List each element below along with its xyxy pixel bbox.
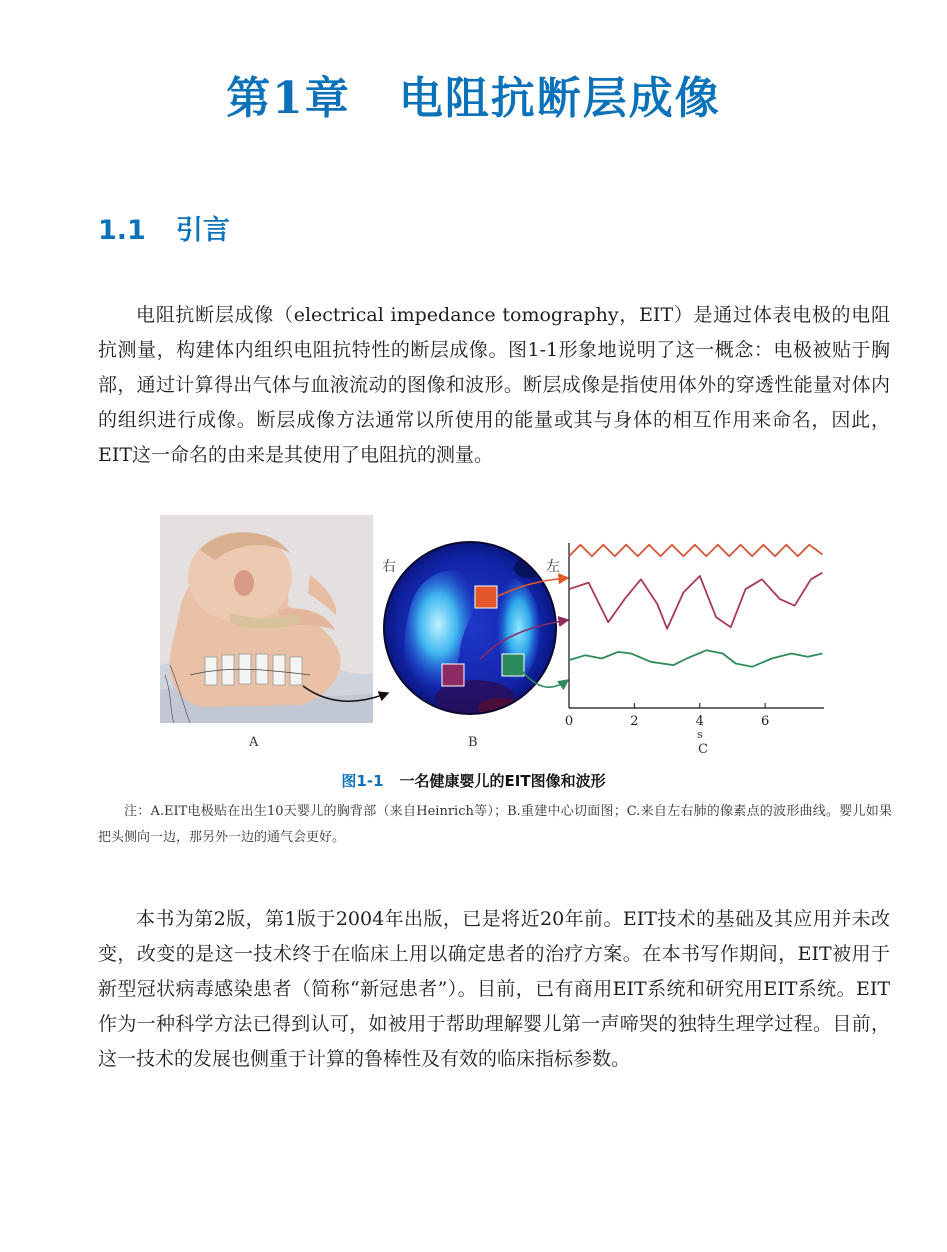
label-right: 右 xyxy=(382,559,396,575)
chapter-number: 第1章 xyxy=(226,73,351,124)
section-number: 1.1 xyxy=(98,215,146,246)
chapter-title xyxy=(0,62,947,126)
waveform-line-1 xyxy=(569,545,822,557)
panel-label-b: B xyxy=(468,735,478,750)
waveform-line-3 xyxy=(569,650,822,667)
x-tick-label: 6 xyxy=(761,714,770,729)
panel-label-c: C xyxy=(698,742,708,757)
section-heading xyxy=(98,208,230,247)
label-left: 左 xyxy=(546,559,560,575)
figure-note: 注：A.EIT电极贴在出生10天婴儿的胸背部（来自Heinrich等）；B.重建中心切面图；C.来自左右肺的像素点的波形曲线。婴儿如果把头侧向一边，那另外一边的通气会更好。 xyxy=(98,804,892,845)
figure-1-1 xyxy=(150,508,840,760)
pixel-box-left xyxy=(442,664,464,686)
body-paragraph: 电阻抗断层成像（electrical impedance tomography，EIT）是通过体表电极的电阻抗测量，构建体内组织电阻抗特性的断层成像。图1-1形象地说明了这一概念：电极被贴于胸部，通过计算得出气体与血液流动的图像和波形。断层成像是指使用体外的穿透性能量对体内的组织进行成像。断层成像方法通常以所使用的能量或其与身体的相互作用来命名，因此，EIT这一命名的由来是其使用了电阻抗的测量。 xyxy=(98,304,890,466)
figure-title: 一名健康婴儿的EIT图像和波形 xyxy=(399,772,606,790)
panel-label-a: A xyxy=(249,735,259,750)
x-tick-label: 2 xyxy=(630,714,639,729)
body-paragraph: 本书为第2版，第1版于2004年出版，已是将近20年前。EIT技术的基础及其应用并未改变，改变的是这一技术终于在临床上用以确定患者的治疗方案。在本书写作期间，EIT被用于新型冠状病毒感染患者（简称“新冠患者”）。目前，已有商用EIT系统和研究用EIT系统。EIT作为一种科学方法已得到认可，如被用于帮助理解婴儿第一声啼哭的独特生理学过程。目前，这一技术的发展也侧重于计算的鲁棒性及有效的临床指标参数。 xyxy=(98,908,890,1070)
waveform-line-2 xyxy=(569,573,822,629)
waveform-chart xyxy=(560,543,835,763)
section-title: 引言 xyxy=(175,215,230,246)
chapter-name: 电阻抗断层成像 xyxy=(398,73,721,124)
figure-caption xyxy=(0,770,947,791)
x-axis-label: s xyxy=(696,728,703,741)
figure-number: 图1-1 xyxy=(341,772,384,790)
x-tick-label: 0 xyxy=(564,714,574,729)
x-tick-label: 4 xyxy=(695,714,704,729)
